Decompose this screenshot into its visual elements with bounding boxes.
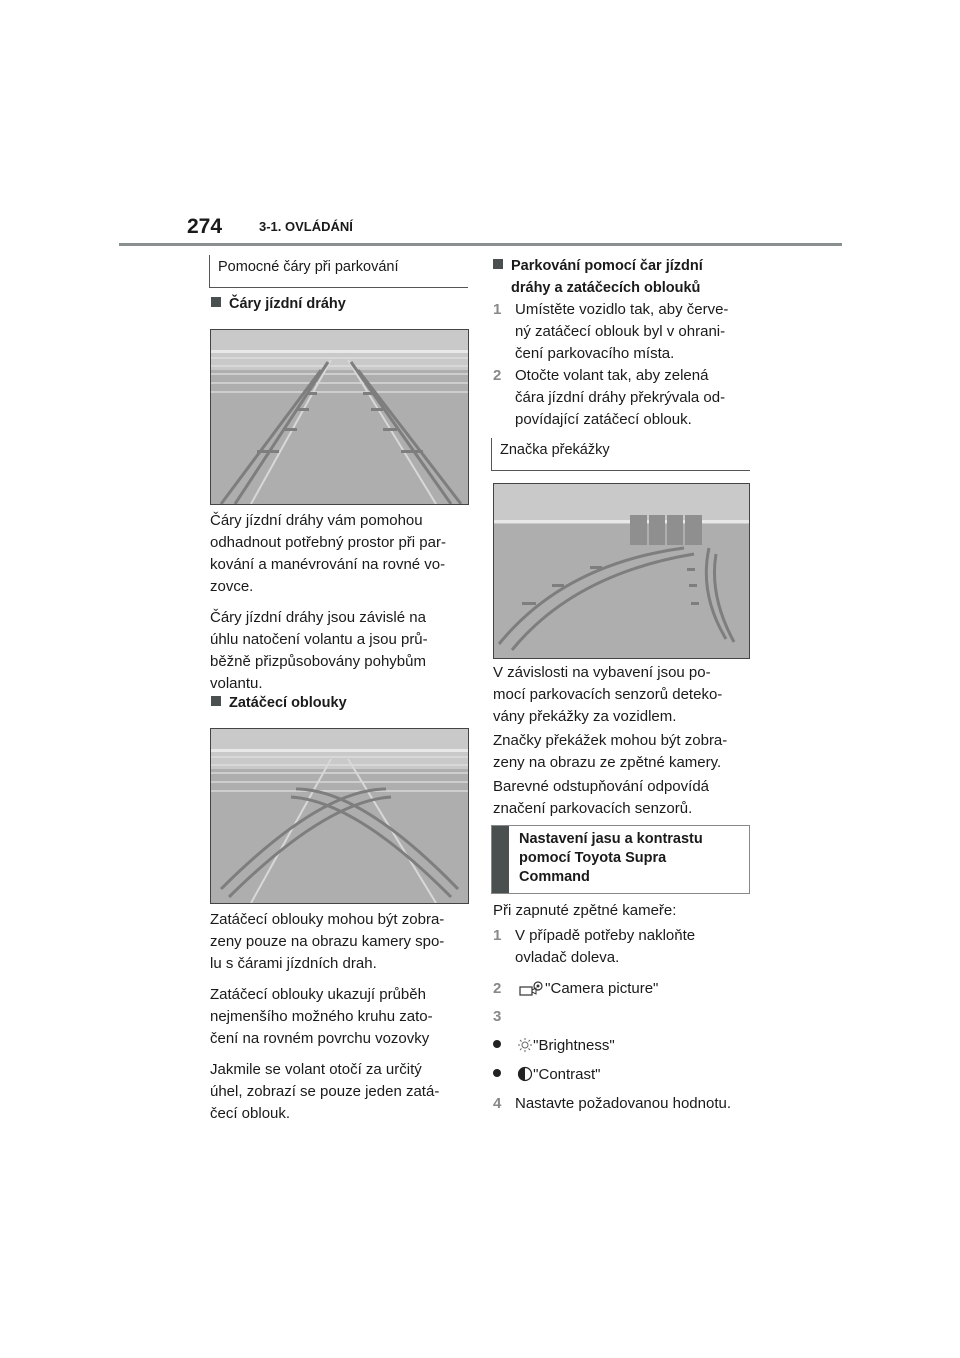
paragraph-line: Značky překážek mohou být zobra- bbox=[493, 732, 728, 749]
square-bullet-icon bbox=[211, 297, 221, 307]
paragraph-line: nejmenšího možného kruhu zato- bbox=[210, 1008, 433, 1025]
figure-lane-lines bbox=[210, 329, 469, 505]
heading-text: Zatáčecí oblouky bbox=[229, 695, 347, 711]
contrast-icon bbox=[517, 1066, 533, 1082]
bullet-brightness bbox=[493, 1035, 615, 1057]
step-line: čení parkovacího místa. bbox=[515, 345, 675, 362]
paragraph-line: Zatáčecí oblouky ukazují průběh bbox=[210, 986, 426, 1003]
paragraph-line: zovce. bbox=[210, 578, 254, 595]
paragraph-line: V závislosti na vybavení jsou po- bbox=[493, 664, 711, 681]
paragraph-line: čecí oblouk. bbox=[210, 1105, 291, 1122]
step-line: Umístěte vozidlo tak, aby červe- bbox=[515, 301, 729, 318]
heading-turning-arcs bbox=[211, 692, 347, 714]
step-number: 2 bbox=[493, 367, 502, 384]
paragraph-line: úhlu natočení volantu a jsou prů- bbox=[210, 631, 428, 648]
bullet-text: "Contrast" bbox=[533, 1066, 601, 1083]
bullet-dot bbox=[493, 1069, 501, 1077]
turning-arcs-illustration bbox=[211, 729, 468, 903]
paragraph-line: běžně přizpůsobovány pohybům bbox=[210, 653, 426, 670]
heading-text: dráhy a zatáčecích oblouků bbox=[511, 280, 701, 296]
step-1 bbox=[493, 299, 745, 365]
square-bullet-icon bbox=[493, 259, 503, 269]
paragraph-line: Zatáčecí oblouky mohou být zobra- bbox=[210, 911, 445, 928]
bullet-dot bbox=[493, 1040, 501, 1048]
step-number: 1 bbox=[493, 301, 502, 318]
paragraph-line: zeny na obrazu ze zpětné kamery. bbox=[493, 754, 722, 771]
instructions-intro bbox=[493, 900, 676, 922]
turning-arcs-paragraphs bbox=[210, 909, 470, 1125]
instruction-step-2 bbox=[493, 978, 658, 1000]
intro-text: Při zapnuté zpětné kameře: bbox=[493, 902, 677, 919]
paragraph-line: zeny pouze na obrazu kamery spo- bbox=[210, 933, 445, 950]
paragraph-line: mocí parkovacích senzorů deteko- bbox=[493, 686, 723, 703]
note-line: Command bbox=[519, 869, 590, 885]
subheading-guide-lines: Pomocné čáry při parkování bbox=[209, 255, 468, 288]
figure-turning-arcs bbox=[210, 728, 469, 904]
step-number: 1 bbox=[493, 927, 502, 944]
paragraph-line: volantu. bbox=[210, 675, 263, 692]
step-line: Otočte volant tak, aby zelená bbox=[515, 367, 709, 384]
page-number: 274 bbox=[187, 215, 223, 238]
step-line: ovladač doleva. bbox=[515, 949, 620, 966]
section-title: 3-1. OVLÁDÁNÍ bbox=[259, 219, 353, 234]
camera-settings-icon bbox=[519, 980, 545, 996]
paragraph-line: čení na rovném povrchu vozovky bbox=[210, 1030, 430, 1047]
paragraph-line: Barevné odstupňování odpovídá bbox=[493, 778, 709, 795]
paragraph-line: vány překážky za vozidlem. bbox=[493, 708, 677, 725]
lane-lines-paragraphs bbox=[210, 510, 470, 695]
bullet-text: "Brightness" bbox=[533, 1037, 615, 1054]
note-line: pomocí Toyota Supra bbox=[519, 850, 667, 866]
instruction-step-3 bbox=[493, 1006, 515, 1028]
lane-lines-illustration bbox=[211, 330, 468, 504]
step-2 bbox=[493, 365, 745, 431]
paragraph-line: Čáry jízdní dráhy jsou závislé na bbox=[210, 609, 426, 626]
step-text: Nastavte požadovanou hodnotu. bbox=[515, 1095, 731, 1112]
paragraph-line: odhadnout potřebný prostor při par- bbox=[210, 534, 446, 551]
step-line: ný zatáčecí oblouk byl v ohrani- bbox=[515, 323, 726, 340]
step-number: 2 bbox=[493, 980, 502, 997]
step-line: V případě potřeby nakloňte bbox=[515, 927, 696, 944]
paragraph-line: kování a manévrování na rovné vo- bbox=[210, 556, 446, 573]
instruction-step-4 bbox=[493, 1093, 731, 1115]
step-number: 4 bbox=[493, 1095, 502, 1112]
heading-parking-lines bbox=[493, 255, 703, 299]
heading-text: Čáry jízdní dráhy bbox=[229, 296, 346, 312]
note-line: Nastavení jasu a kontrastu bbox=[519, 831, 703, 847]
heading-lane-lines bbox=[211, 293, 346, 315]
obstacle-marks-illustration bbox=[494, 484, 749, 658]
header-rule bbox=[119, 243, 842, 246]
paragraph-line: značení parkovacích senzorů. bbox=[493, 800, 693, 817]
figure-obstacle-marks bbox=[493, 483, 750, 659]
brightness-icon bbox=[517, 1037, 533, 1053]
paragraph-line: Čáry jízdní dráhy vám pomohou bbox=[210, 512, 423, 529]
step-text: "Camera picture" bbox=[545, 980, 659, 997]
square-bullet-icon bbox=[211, 696, 221, 706]
paragraph-line: Jakmile se volant otočí za určitý bbox=[210, 1061, 422, 1078]
heading-text: Parkování pomocí čar jízdní bbox=[511, 258, 703, 274]
instruction-step-1 bbox=[493, 925, 745, 969]
paragraph-line: úhel, zobrazí se pouze jeden zatá- bbox=[210, 1083, 440, 1100]
note-bar bbox=[492, 826, 509, 893]
note-box-brightness-contrast bbox=[491, 825, 750, 894]
paragraph-line: lu s čárami jízdních drah. bbox=[210, 955, 377, 972]
step-number: 3 bbox=[493, 1008, 502, 1025]
obstacle-paragraphs bbox=[493, 662, 753, 820]
note-title bbox=[519, 830, 739, 887]
step-line: povídající zatáčecí oblouk. bbox=[515, 411, 692, 428]
subheading-obstacle-marks: Značka překážky bbox=[491, 438, 750, 471]
step-line: čára jízdní dráhy překrývala od- bbox=[515, 389, 726, 406]
bullet-contrast bbox=[493, 1064, 601, 1086]
